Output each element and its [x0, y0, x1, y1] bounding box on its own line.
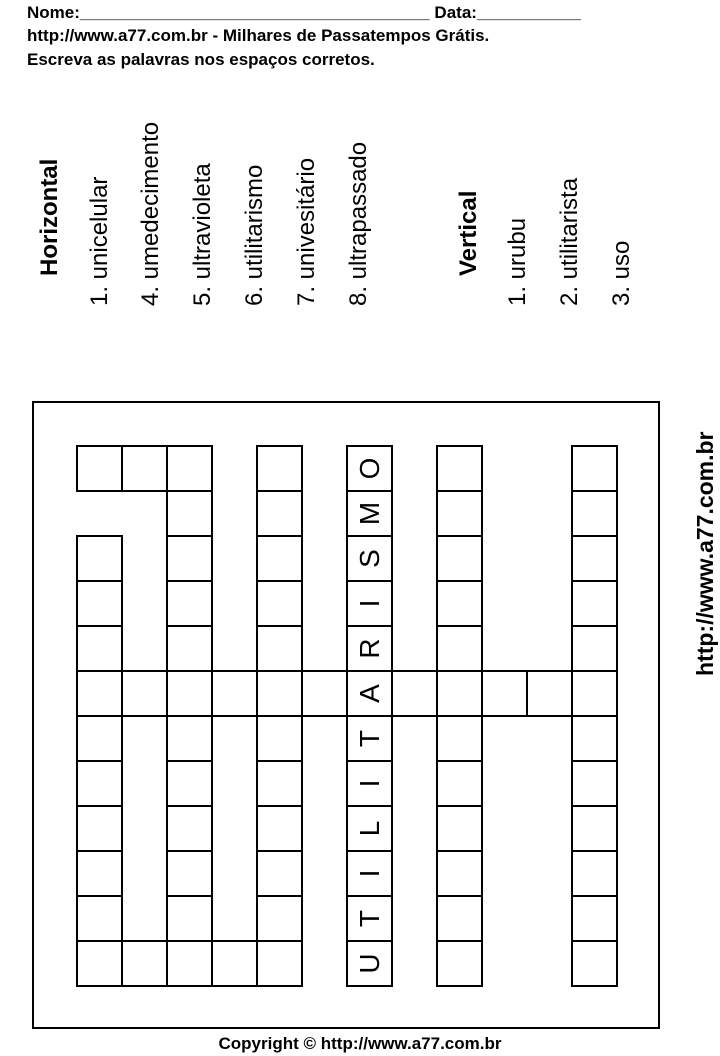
- grid-cell[interactable]: [77, 761, 122, 806]
- grid-cell[interactable]: [77, 941, 122, 986]
- clue-vertical-1: 1. urubu: [504, 217, 531, 306]
- grid-cell[interactable]: [437, 896, 482, 941]
- grid-cell[interactable]: [212, 941, 257, 986]
- grid-cell[interactable]: [572, 761, 617, 806]
- grid-cell[interactable]: [257, 941, 302, 986]
- grid-cell[interactable]: [167, 581, 212, 626]
- grid-cell[interactable]: [257, 851, 302, 896]
- grid-letter: I: [354, 869, 385, 878]
- grid-cell[interactable]: [167, 851, 212, 896]
- grid-cell[interactable]: [122, 671, 167, 716]
- grid-letter: I: [354, 599, 385, 608]
- clue-vertical-3: 3. uso: [608, 240, 635, 306]
- grid-cell[interactable]: [437, 671, 482, 716]
- grid-cell[interactable]: [572, 716, 617, 761]
- grid-letter: L: [354, 820, 385, 837]
- grid-cell[interactable]: [257, 626, 302, 671]
- grid-cell[interactable]: [392, 671, 437, 716]
- grid-cell[interactable]: [167, 806, 212, 851]
- grid-cell[interactable]: [167, 941, 212, 986]
- grid-cell[interactable]: [77, 806, 122, 851]
- grid-cell[interactable]: [167, 761, 212, 806]
- grid-cell[interactable]: [257, 761, 302, 806]
- clue-horizontal-7: 7. univesitário: [293, 157, 320, 306]
- grid-cell[interactable]: [437, 941, 482, 986]
- grid-cell[interactable]: [212, 671, 257, 716]
- grid-cell[interactable]: [572, 446, 617, 491]
- grid-cell[interactable]: [302, 671, 347, 716]
- grid-cell[interactable]: [77, 446, 122, 491]
- grid-cell[interactable]: [437, 491, 482, 536]
- clue-horizontal-1: 1. unicelular: [86, 176, 113, 306]
- grid-cell[interactable]: [257, 716, 302, 761]
- grid-cell[interactable]: [437, 761, 482, 806]
- copyright: Copyright © http://www.a77.com.br: [218, 1034, 502, 1053]
- grid-letter: T: [354, 729, 385, 748]
- grid-cell[interactable]: [77, 896, 122, 941]
- grid-cell[interactable]: [257, 671, 302, 716]
- grid-cell[interactable]: [257, 446, 302, 491]
- grid-cell[interactable]: [437, 536, 482, 581]
- grid-cell[interactable]: [437, 851, 482, 896]
- grid-cell[interactable]: [572, 536, 617, 581]
- grid-cell[interactable]: [572, 806, 617, 851]
- grid-letter: I: [354, 779, 385, 788]
- grid-cell[interactable]: [572, 671, 617, 716]
- grid-letter: T: [354, 909, 385, 928]
- clue-horizontal-8: 8. ultrapassado: [345, 141, 372, 306]
- grid-letter: M: [354, 501, 385, 526]
- grid-cell[interactable]: [122, 941, 167, 986]
- grid-cell[interactable]: [77, 716, 122, 761]
- clue-horizontal-6: 6. utilitarismo: [241, 164, 268, 306]
- clue-horizontal-4: 4. umedecimento: [137, 121, 164, 306]
- grid-letter: U: [354, 953, 385, 974]
- grid-cell[interactable]: [572, 896, 617, 941]
- grid-cell[interactable]: [257, 896, 302, 941]
- grid-cell[interactable]: [77, 626, 122, 671]
- vertical-title: Vertical: [455, 190, 482, 276]
- grid-cell[interactable]: [572, 581, 617, 626]
- grid-cell[interactable]: [572, 851, 617, 896]
- grid-cell[interactable]: [167, 671, 212, 716]
- grid-letter: A: [354, 684, 385, 703]
- grid-cell[interactable]: [257, 806, 302, 851]
- clue-horizontal-5: 5. ultravioleta: [189, 163, 216, 306]
- grid-cell[interactable]: [572, 626, 617, 671]
- side-url: http://www.a77.com.br: [692, 431, 718, 676]
- grid-cell[interactable]: [167, 626, 212, 671]
- grid-letter: O: [354, 457, 385, 480]
- grid-letter: R: [354, 638, 385, 659]
- clue-vertical-2: 2. utilitarista: [556, 177, 583, 306]
- grid-cell[interactable]: [437, 581, 482, 626]
- grid-cell[interactable]: [167, 896, 212, 941]
- site-title-line: http://www.a77.com.br - Milhares de Passatempos Grátis.: [27, 26, 490, 45]
- grid-cell[interactable]: [257, 536, 302, 581]
- grid-cell[interactable]: [572, 941, 617, 986]
- instructions-line: Escreva as palavras nos espaços corretos.: [27, 50, 375, 69]
- grid-cell[interactable]: [572, 491, 617, 536]
- grid-cell[interactable]: [122, 446, 167, 491]
- grid-cell[interactable]: [77, 671, 122, 716]
- horizontal-title: Horizontal: [36, 158, 63, 276]
- grid-cell[interactable]: [77, 851, 122, 896]
- grid-cell[interactable]: [167, 536, 212, 581]
- grid-cell[interactable]: [482, 671, 527, 716]
- grid-cell[interactable]: [437, 446, 482, 491]
- grid-letter: S: [354, 549, 385, 568]
- grid-cell[interactable]: [167, 716, 212, 761]
- grid-cell[interactable]: [257, 581, 302, 626]
- grid-cell[interactable]: [437, 716, 482, 761]
- grid-cell[interactable]: [437, 806, 482, 851]
- grid-cell[interactable]: [77, 536, 122, 581]
- grid-cell[interactable]: [527, 671, 572, 716]
- name-date-line: Nome:_____________________________________ Data:___________: [27, 3, 581, 22]
- grid-cell[interactable]: [77, 581, 122, 626]
- grid-cell[interactable]: [257, 491, 302, 536]
- grid-cell[interactable]: [167, 491, 212, 536]
- grid-cell[interactable]: [437, 626, 482, 671]
- grid-cell[interactable]: [167, 446, 212, 491]
